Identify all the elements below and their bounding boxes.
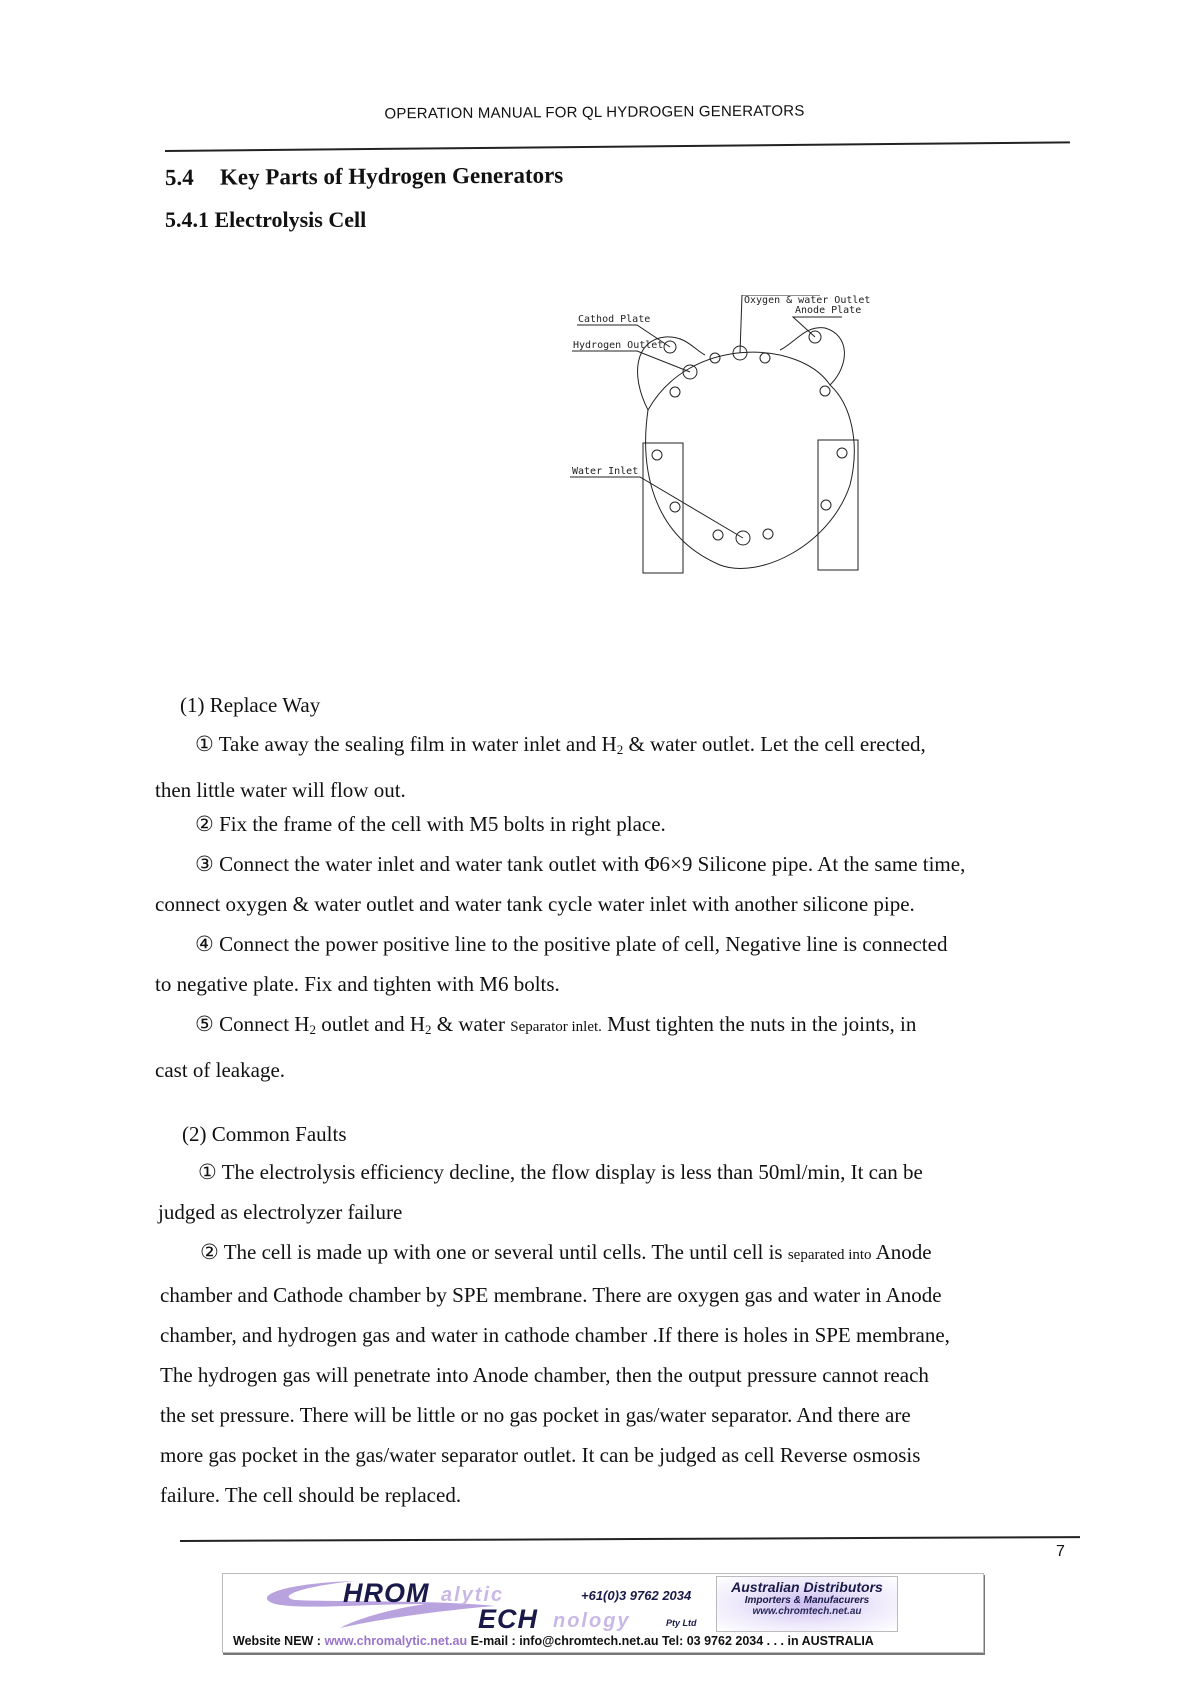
step-text: & water outlet. Let the cell erected, xyxy=(623,732,926,756)
step-text: connect oxygen & water outlet and water tank cycle water inlet with another silicone pipe. xyxy=(155,892,915,916)
step-text: & water xyxy=(431,1012,511,1036)
subsection-title: 5.4.1 Electrolysis Cell xyxy=(165,207,367,232)
section-title-text: Key Parts of Hydrogen Generators xyxy=(219,162,564,190)
page-number: 7 xyxy=(1056,1543,1065,1560)
label-cathode-plate: Cathod Plate xyxy=(578,314,651,325)
logo-ptyltd-text: Pty Ltd xyxy=(666,1618,697,1628)
section-number: 5.4 xyxy=(164,164,194,190)
step-marker: ② xyxy=(195,812,214,836)
subscript: 2 xyxy=(425,1022,432,1037)
step-marker: ① xyxy=(195,732,214,756)
replace-step-5 xyxy=(155,1004,1105,1090)
fault-marker: ② xyxy=(200,1240,219,1264)
left-plate xyxy=(643,443,683,573)
fault-text: judged as electrolyzer failure xyxy=(158,1200,403,1224)
section-title xyxy=(165,163,563,191)
fault-text: The cell is made up with one or several until cells. The until cell is xyxy=(218,1240,788,1264)
footer-rule xyxy=(180,1536,1080,1542)
subscript: 2 xyxy=(309,1022,316,1037)
logo-phone: +61(0)3 9762 2034 xyxy=(581,1588,692,1603)
distributor-footer-banner xyxy=(222,1573,984,1653)
fault-item-2 xyxy=(160,1232,1110,1515)
website-link[interactable]: www.chromalytic.net.au xyxy=(324,1634,468,1648)
step-text: Must tighten the nuts in the joints, in xyxy=(601,1012,917,1036)
distributor-subtitle: Importers & Manufacurers xyxy=(744,1595,870,1606)
fault-text: chamber, and hydrogen gas and water in cathode chamber .If there is holes in SPE membrane, xyxy=(160,1323,950,1347)
electrolysis-cell-diagram xyxy=(530,295,950,605)
step-text: Take away the sealing film in water inlet and H xyxy=(213,732,617,756)
label-hydrogen-outlet: Hydrogen Outlet xyxy=(573,340,664,351)
step-text: to negative plate. Fix and tighten with M6 bolts. xyxy=(155,972,560,996)
step-marker: ④ xyxy=(195,932,214,956)
fault-text: The hydrogen gas will penetrate into Anode chamber, then the output pressure cannot reach xyxy=(160,1363,929,1387)
replace-step-2 xyxy=(175,804,1105,844)
step-marker: ⑤ xyxy=(195,1012,214,1036)
anode-ear xyxy=(780,328,844,385)
label-anode-plate: Anode Plate xyxy=(795,305,862,316)
replace-step-4 xyxy=(155,924,1105,1004)
fault-text: The electrolysis efficiency decline, the flow display is less than 50ml/min, It can be xyxy=(216,1160,923,1184)
step-text: Separator inlet. xyxy=(510,1019,602,1035)
distributor-title: Australian Distributors xyxy=(731,1579,883,1595)
logo-ech-text: ECH xyxy=(478,1604,539,1634)
logo-hrom-text: HROM xyxy=(343,1578,430,1608)
step-text: cast of leakage. xyxy=(155,1058,286,1082)
fault-text: failure. The cell should be replaced. xyxy=(160,1483,462,1507)
common-faults-heading: (2) Common Faults xyxy=(182,1122,347,1146)
fault-text: the set pressure. There will be little or no gas pocket in gas/water separator. And there are xyxy=(160,1403,911,1427)
step-text: Fix the frame of the cell with M5 bolts in right place. xyxy=(213,812,666,836)
label-water-inlet: Water Inlet xyxy=(572,466,639,477)
distributor-box xyxy=(716,1576,898,1632)
logo-alytic-text: alytic xyxy=(441,1584,505,1606)
step-text: then little water will flow out. xyxy=(155,778,406,802)
telephone-text: Tel: 03 9762 2034 . . . in AUSTRALIA xyxy=(658,1634,874,1648)
right-plate xyxy=(818,440,858,570)
website-label: Website NEW : xyxy=(233,1634,325,1648)
fault-text: Anode xyxy=(871,1240,932,1264)
step-marker: ③ xyxy=(195,852,214,876)
step-text: Connect the power positive line to the positive plate of cell, Negative line is connected xyxy=(213,932,948,956)
header-rule xyxy=(165,141,1070,152)
replace-step-1 xyxy=(155,724,1105,810)
step-text: Connect the water inlet and water tank outlet with Φ6×9 Silicone pipe. At the same time, xyxy=(213,852,966,876)
replace-way-heading: (1) Replace Way xyxy=(180,693,321,717)
fault-marker: ① xyxy=(198,1160,217,1184)
email-label: E-mail : xyxy=(467,1634,520,1648)
fault-text: separated into xyxy=(787,1247,872,1263)
step-text: outlet and H xyxy=(315,1012,426,1036)
label-oxygen-outlet: Oxygen & water Outlet xyxy=(744,295,871,306)
fault-text: more gas pocket in the gas/water separator outlet. It can be judged as cell Reverse osmosis xyxy=(160,1443,921,1467)
logo-nology-text: nology xyxy=(553,1610,631,1632)
step-text: Connect H xyxy=(213,1012,310,1036)
fault-text: chamber and Cathode chamber by SPE membrane. There are oxygen gas and water in Anode xyxy=(160,1283,942,1307)
subscript: 2 xyxy=(616,742,624,757)
contact-line xyxy=(233,1634,978,1648)
email-link[interactable]: info@chromtech.net.au xyxy=(519,1634,659,1648)
running-header: OPERATION MANUAL FOR QL HYDROGEN GENERATORS xyxy=(384,102,805,123)
distributor-url[interactable]: www.chromtech.net.au xyxy=(752,1606,862,1617)
fault-item-1 xyxy=(158,1152,1108,1232)
replace-step-3 xyxy=(155,844,1105,924)
